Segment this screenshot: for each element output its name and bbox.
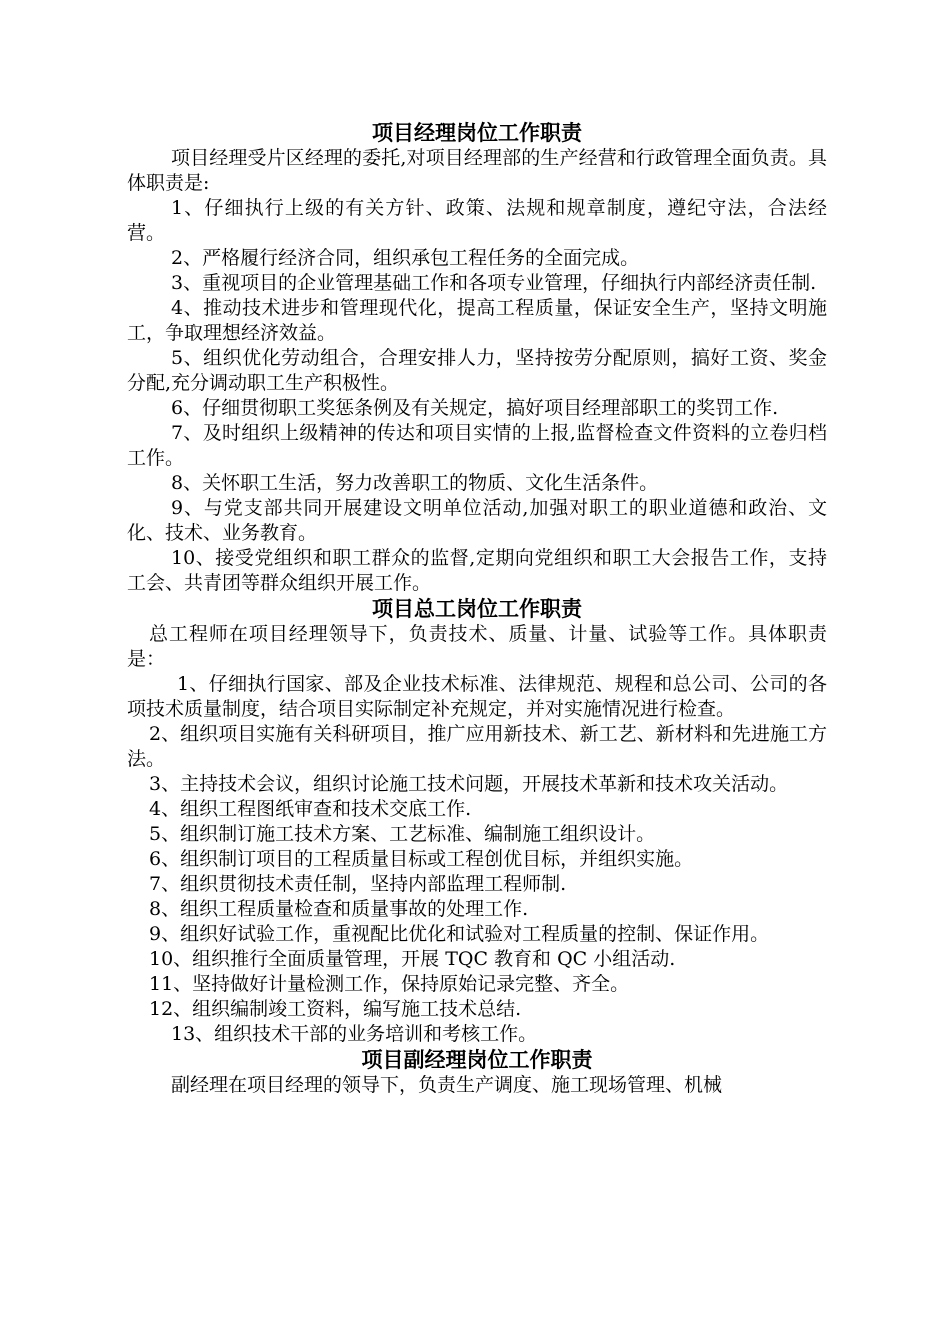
paragraph: 1、仔细执行上级的有关方针、政策、法规和规章制度，遵纪守法，合法经营。 <box>127 197 827 244</box>
paragraph: 2、严格履行经济合同，组织承包工程任务的全面完成。 <box>171 247 640 269</box>
paragraph: 6、仔细贯彻职工奖惩条例及有关规定，搞好项目经理部职工的奖罚工作. <box>171 397 779 419</box>
paragraph: 4、推动技术进步和管理现代化，提高工程质量，保证安全生产，坚持文明施工，争取理想经济效益。 <box>127 297 827 344</box>
paragraph: 5、组织优化劳动组合，合理安排人力，坚持按劳分配原则，搞好工资、奖金分配,充分调动职工生产积极性。 <box>127 347 827 394</box>
paragraph: 7、组织贯彻技术责任制，坚持内部监理工程师制. <box>149 873 567 895</box>
paragraph: 9、组织好试验工作，重视配比优化和试验对工程质量的控制、保证作用。 <box>149 923 770 945</box>
paragraph: 5、组织制订施工技术方案、工艺标准、编制施工组织设计。 <box>149 823 656 845</box>
paragraph: 6、组织制订项目的工程质量目标或工程创优目标，并组织实施。 <box>149 848 694 870</box>
paragraph: 8、组织工程质量检查和质量事故的处理工作. <box>149 898 529 920</box>
paragraph: 13、组织技术干部的业务培训和考核工作。 <box>171 1023 538 1045</box>
paragraph: 项目经理受片区经理的委托,对项目经理部的生产经营和行政管理全面负责。具体职责是: <box>127 147 827 194</box>
section-title-deputy-manager: 项目副经理岗位工作职责 <box>361 1047 593 1072</box>
paragraph: 11、坚持做好计量检测工作，保持原始记录完整、齐全。 <box>149 973 630 995</box>
paragraph: 副经理在项目经理的领导下，负责生产调度、施工现场管理、机械 <box>171 1074 723 1096</box>
paragraph: 3、重视项目的企业管理基础工作和各项专业管理，仔细执行内部经济责任制. <box>171 272 817 294</box>
paragraph: 10、接受党组织和职工群众的监督,定期向党组织和职工大会报告工作，支持工会、共青团等群众组织开展工作。 <box>127 547 827 594</box>
paragraph: 10、组织推行全面质量管理，开展 TQC 教育和 QC 小组活动. <box>149 948 676 970</box>
paragraph: 3、主持技术会议，组织讨论施工技术问题，开展技术革新和技术攻关活动。 <box>149 773 789 795</box>
document-body <box>127 120 827 1098</box>
paragraph: 8、关怀职工生活，努力改善职工的物质、文化生活条件。 <box>171 472 659 494</box>
paragraph: 7、及时组织上级精神的传达和项目实情的上报,监督检查文件资料的立卷归档工作。 <box>127 422 827 469</box>
paragraph: 12、组织编制竣工资料，编写施工技术总结. <box>149 998 522 1020</box>
paragraph: 总工程师在项目经理领导下，负责技术、质量、计量、试验等工作。具体职责是： <box>127 623 827 670</box>
paragraph: 4、组织工程图纸审查和技术交底工作. <box>149 798 472 820</box>
paragraph: 9、与党支部共同开展建设文明单位活动,加强对职工的职业道德和政治、文化、技术、业务教育。 <box>127 497 827 544</box>
section-title-chief-engineer: 项目总工岗位工作职责 <box>372 596 582 621</box>
section-title-project-manager: 项目经理岗位工作职责 <box>372 120 582 145</box>
paragraph: 2、组织项目实施有关科研项目，推广应用新技术、新工艺、新材料和先进施工方法。 <box>127 723 827 770</box>
paragraph: 1、仔细执行国家、部及企业技术标准、法律规范、规程和总公司、公司的各项技术质量制度，结合项目实际制定补充规定，并对实施情况进行检查。 <box>127 673 827 720</box>
